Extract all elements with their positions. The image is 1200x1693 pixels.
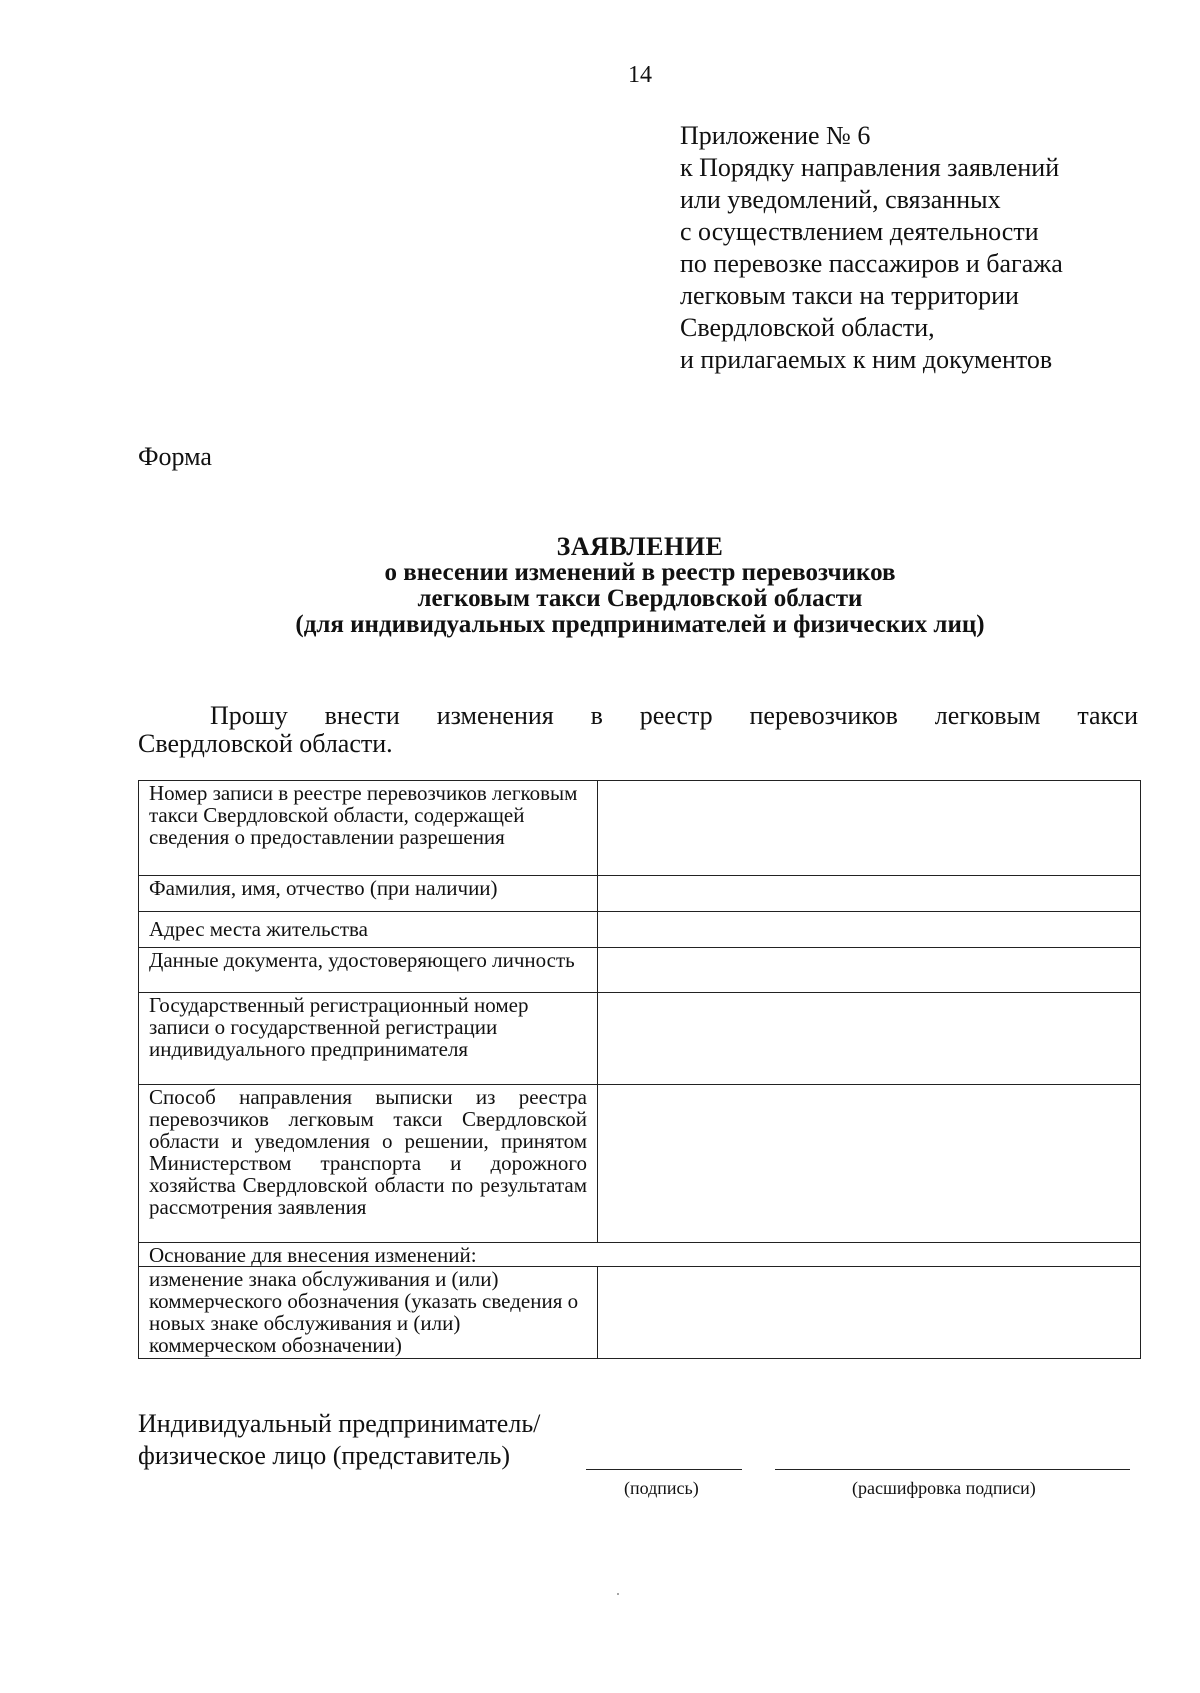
appendix-line: с осуществлением деятельности xyxy=(680,217,1039,246)
row-label: Государственный регистрационный номер записи о государственной регистрации индивидуального предпринимателя xyxy=(139,993,598,1085)
table-row xyxy=(139,876,1141,912)
value-cell[interactable] xyxy=(598,948,1141,993)
appendix-line: легковым такси на территории xyxy=(680,281,1019,310)
signatory-label xyxy=(138,1408,540,1472)
value-cell[interactable] xyxy=(598,876,1141,912)
table-row xyxy=(139,781,1141,876)
table-row xyxy=(139,1085,1141,1243)
request-line-1 xyxy=(138,702,1138,730)
value-cell[interactable] xyxy=(598,912,1141,948)
value-cell[interactable] xyxy=(598,1267,1141,1359)
row-label: изменение знака обслуживания и (или) коммерческого обозначения (указать сведения о новых знаке обслуживания и (или) коммерческом обозначении) xyxy=(139,1267,598,1359)
request-word: Прошу xyxy=(210,701,288,730)
value-cell[interactable] xyxy=(598,993,1141,1085)
appendix-line: по перевозке пассажиров и багажа xyxy=(680,249,1063,278)
appendix-line: и прилагаемых к ним документов xyxy=(680,345,1053,374)
request-line-2: Свердловской области. xyxy=(138,729,393,758)
scan-speck xyxy=(617,1593,619,1595)
signature-decoding-line[interactable] xyxy=(775,1469,1130,1470)
signatory-line-1: Индивидуальный предприниматель/ xyxy=(138,1409,541,1438)
request-word: такси xyxy=(1077,701,1138,730)
decoding-caption: (расшифровка подписи) xyxy=(852,1478,1036,1498)
row-label: Номер записи в реестре перевозчиков легковым такси Свердловской области, содержащей сведения о предоставлении разрешения xyxy=(139,781,598,876)
title-line: (для индивидуальных предпринимателей и физических лиц) xyxy=(295,611,985,638)
row-label: Фамилия, имя, отчество (при наличии) xyxy=(139,876,598,912)
appendix-note xyxy=(680,120,1180,376)
form-label: Форма xyxy=(138,442,212,471)
table-row-basis-header xyxy=(139,1243,1141,1267)
request-word: внести xyxy=(324,701,400,730)
signature-line[interactable] xyxy=(586,1469,742,1470)
title-line: о внесении изменений в реестр перевозчиков xyxy=(384,559,896,586)
title-line: легковым такси Свердловской области xyxy=(417,585,863,612)
application-table xyxy=(138,780,1141,1359)
appendix-line: Приложение № 6 xyxy=(680,121,871,150)
table-row xyxy=(139,912,1141,948)
row-label: Адрес места жительства xyxy=(139,912,598,948)
row-label: Способ направления выписки из реестра перевозчиков легковым такси Свердловской области и уведомления о решении, принятом Министерством транспорта и дорожного хозяйства Свердловской области по результатам рассмотрения заявления xyxy=(139,1085,598,1243)
signature-caption: (подпись) xyxy=(624,1478,699,1498)
request-word: перевозчиков xyxy=(749,701,898,730)
table-row xyxy=(139,948,1141,993)
title-main: ЗАЯВЛЕНИЕ xyxy=(556,532,724,561)
value-cell[interactable] xyxy=(598,781,1141,876)
request-word: изменения xyxy=(436,701,554,730)
appendix-line: Свердловской области, xyxy=(680,313,935,342)
page-number: 14 xyxy=(628,62,652,88)
row-label: Данные документа, удостоверяющего личность xyxy=(139,948,598,993)
table-row xyxy=(139,993,1141,1085)
signatory-line-2: физическое лицо (представитель) xyxy=(138,1441,511,1470)
request-word: легковым xyxy=(934,701,1041,730)
request-paragraph xyxy=(138,702,1138,758)
table-row xyxy=(139,1267,1141,1359)
request-word: реестр xyxy=(639,701,713,730)
value-cell[interactable] xyxy=(598,1085,1141,1243)
document-title xyxy=(130,534,1150,638)
appendix-line: к Порядку направления заявлений xyxy=(680,153,1060,182)
basis-header: Основание для внесения изменений: xyxy=(139,1243,1141,1267)
appendix-line: или уведомлений, связанных xyxy=(680,185,1001,214)
request-word: в xyxy=(590,701,603,730)
